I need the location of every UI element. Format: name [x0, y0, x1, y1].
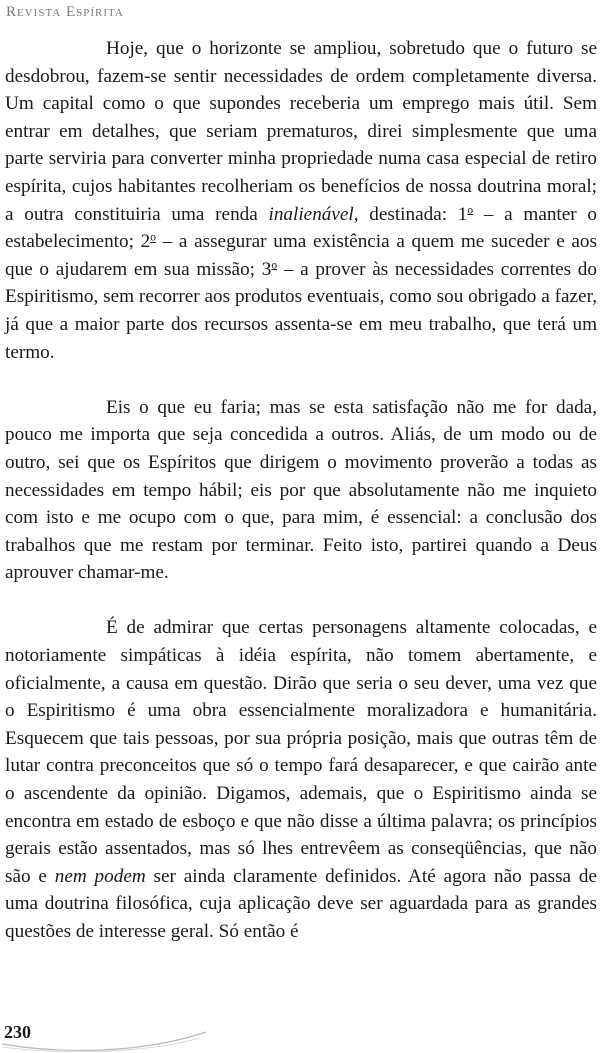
text-segment: ser ainda claramente definidos. Até agora não passa de uma doutrina filosófica, cuja aplicação deve ser aguardada para as grandes questões de interesse geral. Só então é [5, 865, 598, 942]
paragraph [5, 394, 597, 587]
folio-swash-ornament [0, 1018, 210, 1052]
ordinal-indicator: o [271, 259, 278, 272]
text-segment: Eis o que eu faria; mas se esta satisfação não me for dada, pouco me importa que seja concedida a outros. Aliás, de um modo ou de outro, sei que os Espíritos que dirigem o movimento proverão a todas as necessidades em tempo hábil; eis por que absolutamente não me inquieto com isto e me ocupo com o que, para mim, é essencial: a conclusão dos trabalhos que me restam por terminar. Feito isto, partirei quando a Deus aprouver chamar-me. [5, 396, 597, 584]
ordinal-indicator: o [467, 204, 474, 217]
italic-text: nem podem [54, 865, 146, 887]
text-segment: – a manter o estabelecimento; 2 [5, 203, 597, 253]
running-header: Revista Espírita [6, 4, 124, 20]
paragraph [5, 35, 597, 366]
text-segment: , destinada: 1 [353, 203, 468, 225]
paragraph [5, 614, 597, 945]
text-segment: – a assegurar uma existência a quem me suceder e aos que o ajudarem em sua missão; 3 [5, 231, 597, 280]
text-segment: É de admirar que certas personagens altamente colocadas, e notoriamente simpáticas à idéia espírita, não tomem abertamente, e oficialmente, a causa em questão. Dirão que seria o seu dever, uma vez que o Espiritismo é uma obra essencialmente moralizadora e humanitária. Esquecem que tais pessoas, por sua própria posição, mais que outras têm de lutar contra preconceitos que só o tempo fará desaparecer, e que cairão ante o ascendente da opinião. Digamos, ademais, que o Espiritismo ainda se encontra em estado de esboço e que não disse a última palavra; os princípios gerais estão assentados, mas só lhes entrevêem as conseqüências, que não são e [5, 617, 597, 887]
page-number: 230 [4, 1022, 31, 1042]
page-body [5, 35, 597, 946]
text-segment: Hoje, que o horizonte se ampliou, sobretudo que o futuro se desdobrou, fazem-se sentir necessidades de ordem completamente diversa. Um capital como o que supondes receberia um emprego mais útil. Sem entrar em detalhes, que seriam prematuros, direi simplesmente que uma parte serviria para converter minha propriedade numa casa especial de retiro espírita, cujos habitantes recolheriam os benefícios de nossa doutrina moral; a outra constituiria uma renda [5, 38, 597, 225]
ordinal-indicator: o [150, 231, 156, 244]
text-segment: – a prover às necessidades correntes do Espiritismo, sem recorrer aos produtos eventuais, como sou obrigado a fazer, já que a maior parte dos recursos assenta-se em meu trabalho, que terá um termo. [5, 258, 597, 363]
italic-text: inalienável [268, 203, 354, 225]
